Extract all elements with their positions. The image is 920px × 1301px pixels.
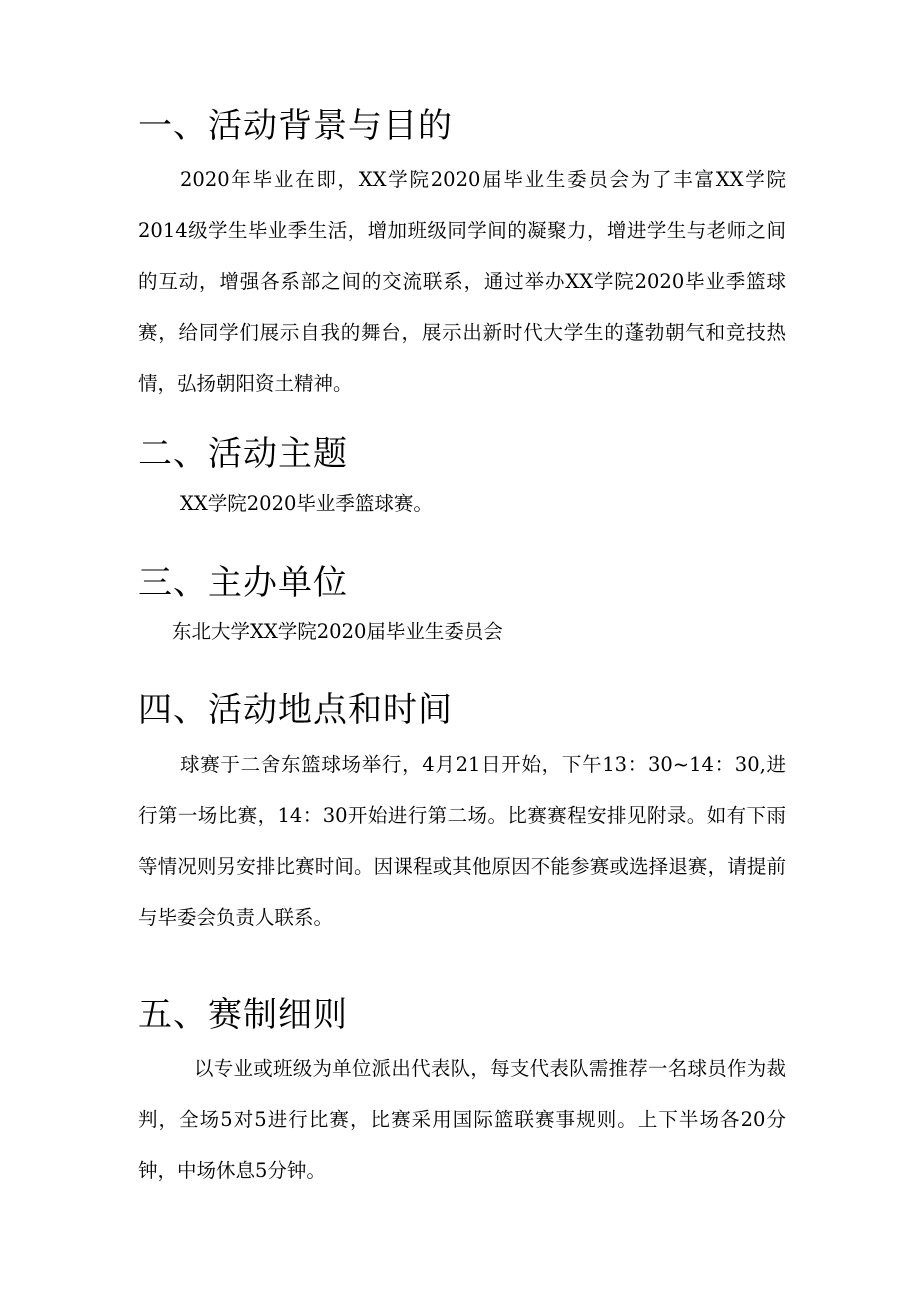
section-body-location-time: 球赛于二舍东篮球场举行，4月21日开始，下午13：30~14：30,进行第一场比赛，14：30开始进行第二场。比赛赛程安排见附录。如有下雨等情况则另安排比赛时间。因课程或其他原因不能参赛或选择退赛，请提前与毕委会负责人联系。 (138, 753, 786, 929)
section-body-organizer: 东北大学XX学院2020届毕业生委员会 (172, 620, 503, 643)
section-body-theme: XX学院2020毕业季篮球赛。 (180, 492, 433, 515)
section-heading-theme: 二、活动主题 (138, 434, 348, 474)
section-heading-background: 一、活动背景与目的 (138, 106, 453, 146)
section-heading-rules: 五、赛制细则 (138, 995, 348, 1035)
section-heading-location-time: 四、活动地点和时间 (138, 690, 453, 730)
section-heading-organizer: 三、主办单位 (138, 563, 348, 603)
section-body-background: 2020年毕业在即，XX学院2020届毕业生委员会为了丰富XX学院2014级学生毕业季生活，增加班级同学间的凝聚力，增进学生与老师之间的互动，增强各系部之间的交流联系，通过举办XX学院2020毕业季篮球赛，给同学们展示自我的舞台，展示出新时代大学生的蓬勃朝气和竞技热情，弘扬朝阳资土精神。 (138, 168, 786, 395)
section-body-rules: 以专业或班级为单位派出代表队，每支代表队需推荐一名球员作为裁判，全场5对5进行比赛，比赛采用国际篮联赛事规则。上下半场各20分钟，中场休息5分钟。 (138, 1057, 786, 1182)
